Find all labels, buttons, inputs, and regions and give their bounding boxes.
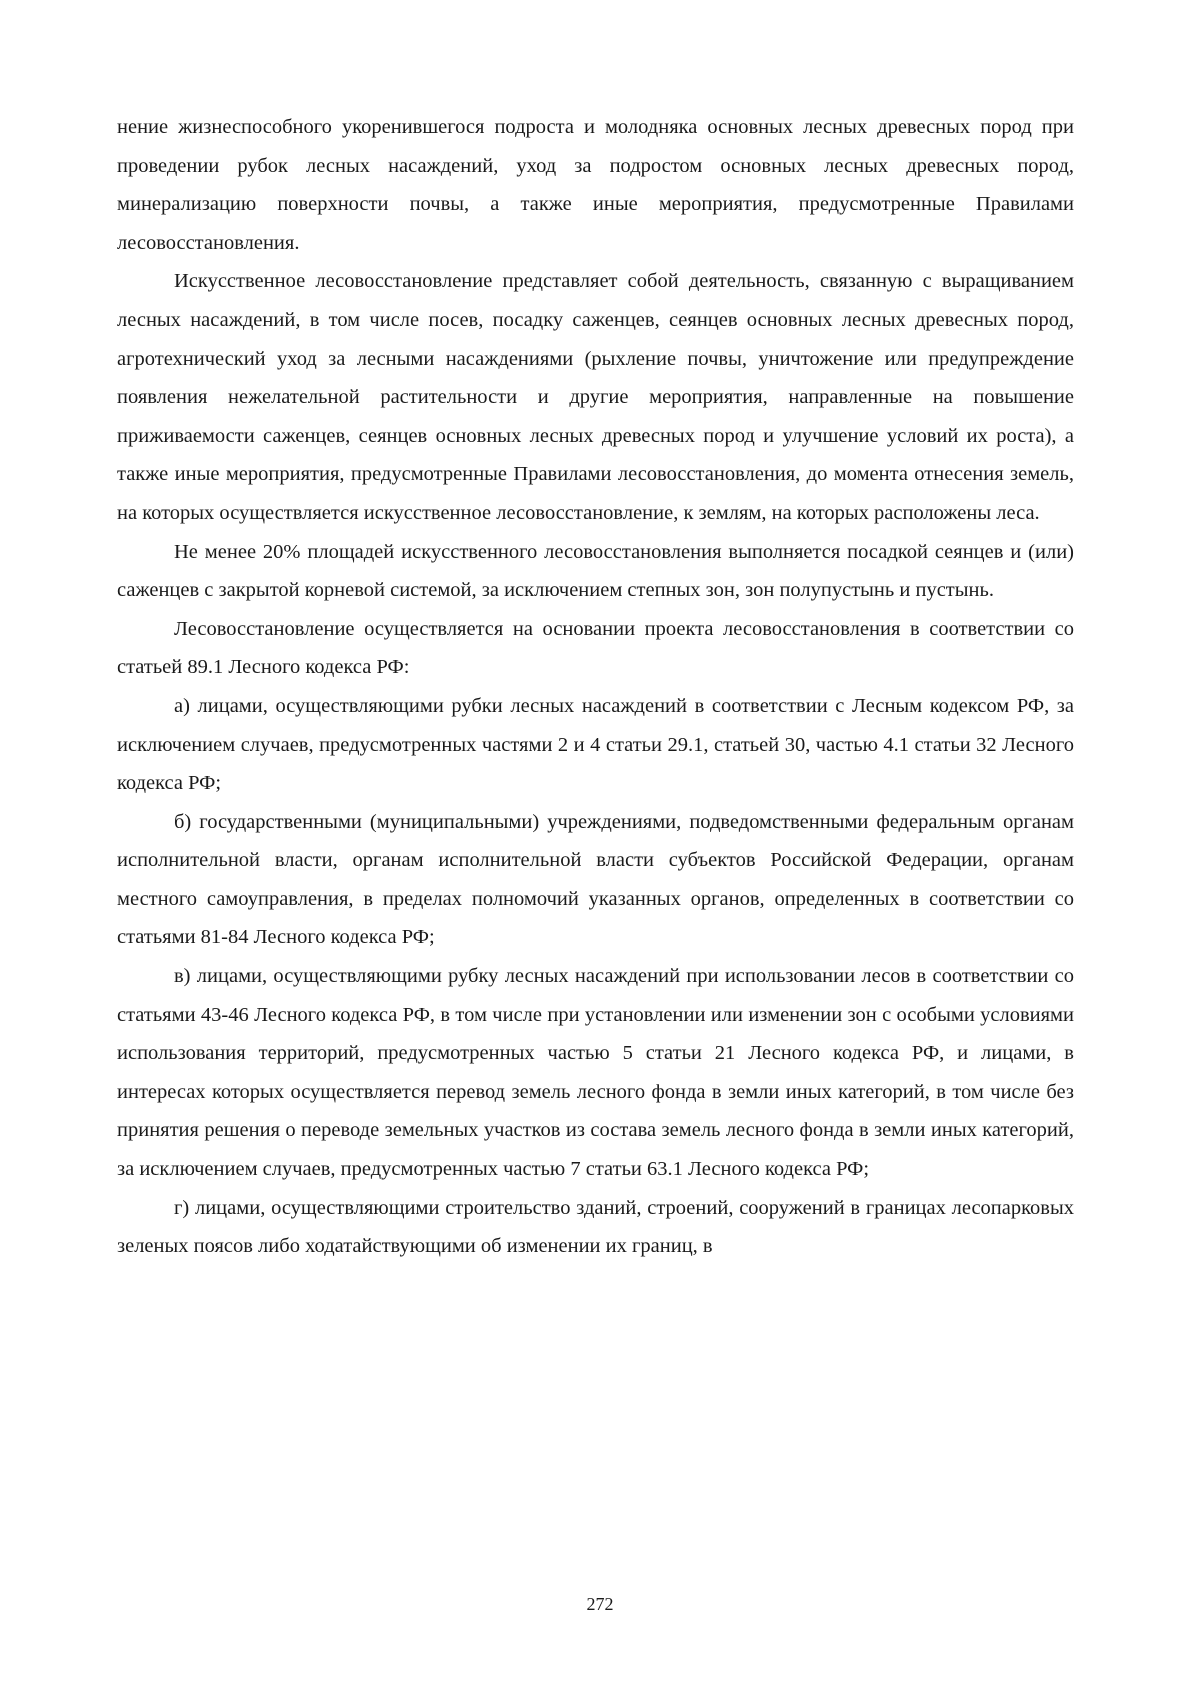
paragraph-reforestation-basis: Лесовосстановление осуществляется на основании проекта лесовосстановления в соответствии со статьей 89.1 Лесного кодекса РФ: xyxy=(117,617,1074,679)
list-item-b: б) государственными (муниципальными) учреждениями, подведомственными федеральным органам исполнительной власти, органам исполнительной власти субъектов Российской Федерации, органам местного самоуправления, в пределах полномочий указанных органов, определенных в соответствии со статьями 81-84 Лесного кодекса РФ; xyxy=(117,810,1074,949)
paragraph-artificial-reforestation: Искусственное лесовосстановление представляет собой деятельность, связанную с выращиванием лесных насаждений, в том числе посев, посадку саженцев, сеянцев основных лесных древесных пород, агротехнический уход за лесными насаждениями (рыхление почвы, уничтожение или предупреждение появления нежелательной растительности и другие мероприятия, направленные на повышение приживаемости саженцев, сеянцев основных лесных древесных пород и улучшение условий их роста), а также иные мероприятия, предусмотренные Правилами лесовосстановления, до момента отнесения земель, на которых осуществляется искусственное лесовосстановление, к землям, на которых расположены леса. xyxy=(117,270,1074,524)
paragraph-continuation: нение жизнеспособного укоренившегося подроста и молодняка основных лесных древесных пород при проведении рубок лесных насаждений, уход за подростом основных лесных древесных пород, минерализацию поверхности почвы, а также иные мероприятия, предусмотренные Правилами лесовосстановления. xyxy=(117,116,1074,254)
document-body xyxy=(117,108,1074,1266)
page-number: 272 xyxy=(586,1594,614,1614)
list-item-g: г) лицами, осуществляющими строительство зданий, строений, сооружений в границах лесопарковых зеленых поясов либо ходатайствующими об изменении их границ, в xyxy=(117,1196,1074,1258)
list-item-a: а) лицами, осуществляющими рубки лесных насаждений в соответствии с Лесным кодексом РФ, за исключением случаев, предусмотренных частями 2 и 4 статьи 29.1, статьей 30, частью 4.1 статьи 32 Лесного кодекса РФ; xyxy=(117,694,1074,795)
list-item-v: в) лицами, осуществляющими рубку лесных насаждений при использовании лесов в соответствии со статьями 43-46 Лесного кодекса РФ, в том числе при установлении или изменении зон с особыми условиями использования территорий, предусмотренных частью 5 статьи 21 Лесного кодекса РФ, и лицами, в интересах которых осуществляется перевод земель лесного фонда в земли иных категорий, в том числе без принятия решения о переводе земельных участков из состава земель лесного фонда в земли иных категорий, за исключением случаев, предусмотренных частью 7 статьи 63.1 Лесного кодекса РФ; xyxy=(117,965,1074,1181)
paragraph-seedlings-share: Не менее 20% площадей искусственного лесовосстановления выполняется посадкой сеянцев и (или) саженцев с закрытой корневой системой, за исключением степных зон, зон полупустынь и пустынь. xyxy=(117,540,1074,602)
